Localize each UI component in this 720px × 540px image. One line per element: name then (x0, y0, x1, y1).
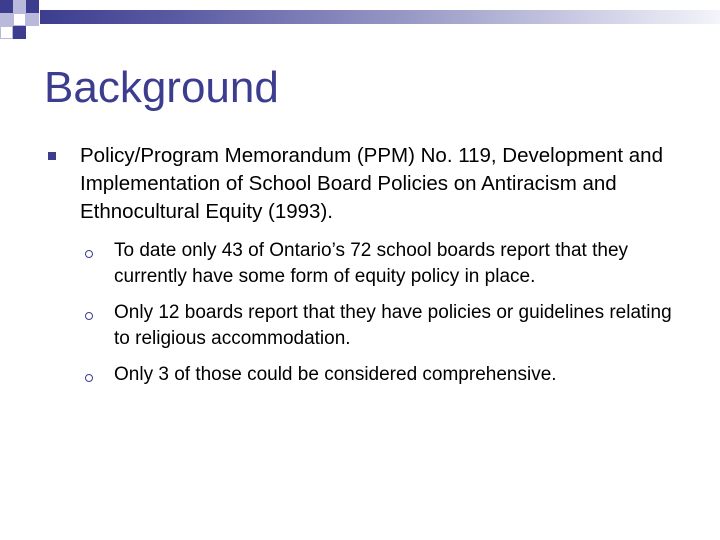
header-decoration (0, 0, 720, 44)
decor-square (0, 26, 13, 39)
circle-bullet-icon (85, 250, 93, 258)
sub-bullet-text: Only 3 of those could be considered comprehensive. (114, 364, 557, 385)
decor-square (13, 13, 26, 26)
slide-title: Background (44, 63, 279, 112)
decor-square (0, 0, 13, 13)
decor-square (0, 13, 13, 26)
main-bullet (48, 142, 688, 226)
decor-square (26, 13, 39, 26)
header-gradient-bar (40, 10, 720, 24)
sub-bullet (84, 300, 684, 352)
circle-bullet-icon (85, 312, 93, 320)
sub-bullet-text: Only 12 boards report that they have policies or guidelines relating to religious accommodation. (114, 302, 672, 349)
circle-bullet-icon (85, 374, 93, 382)
sub-bullet (84, 362, 684, 388)
sub-bullet-list (84, 238, 684, 398)
decor-square (13, 0, 26, 13)
decor-square (26, 0, 39, 13)
decor-square (13, 26, 26, 39)
sub-bullet-text: To date only 43 of Ontario’s 72 school boards report that they currently have some form of equity policy in place. (114, 240, 629, 287)
square-bullet-icon (48, 152, 56, 160)
sub-bullet (84, 238, 684, 290)
main-bullet-text: Policy/Program Memorandum (PPM) No. 119, Development and Implementation of School Board Policies on Antiracism and Ethnocultural Equity (1993). (80, 144, 663, 223)
